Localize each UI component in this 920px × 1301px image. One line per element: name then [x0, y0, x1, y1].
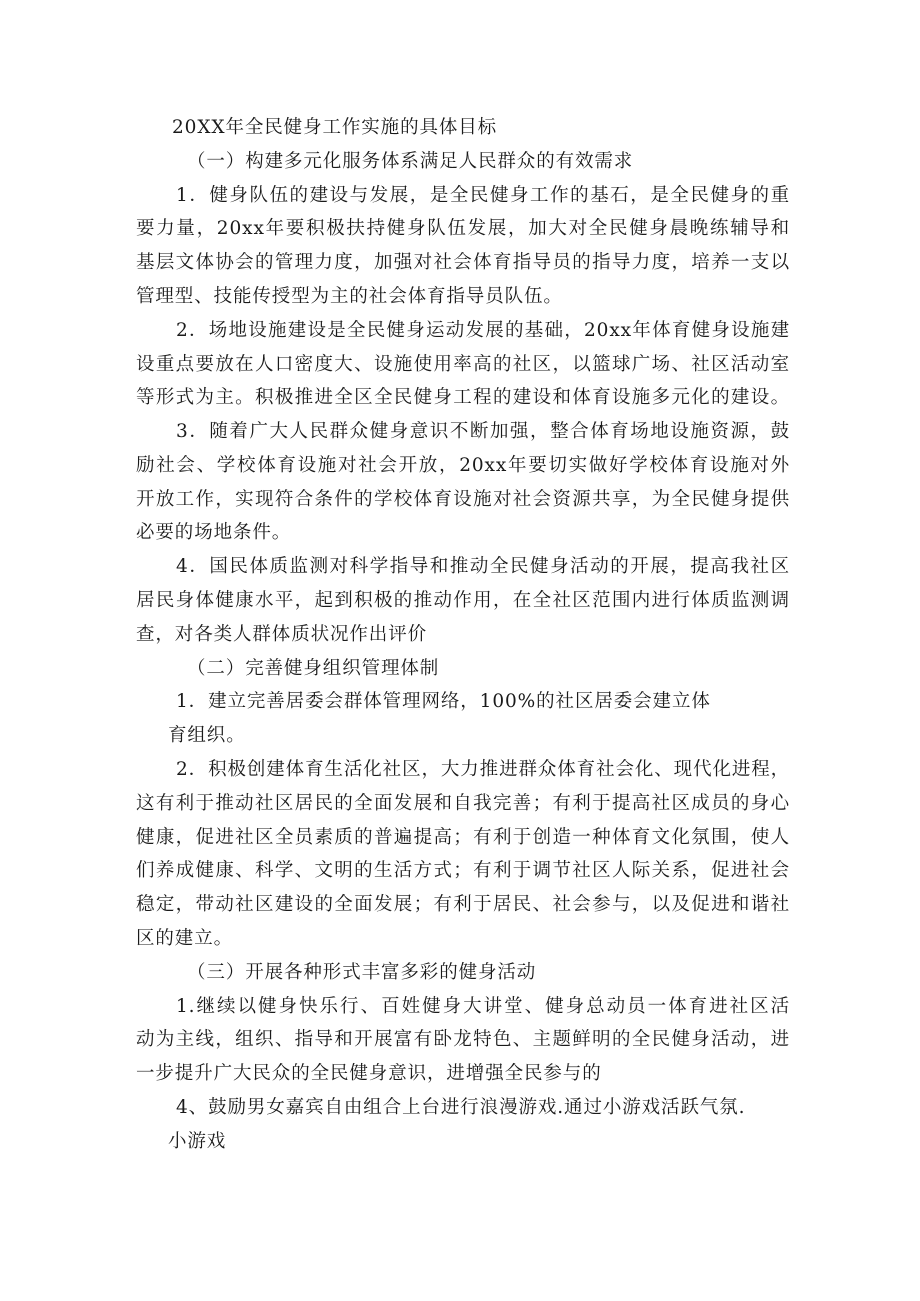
- paragraph-line: 必要的场地条件。: [136, 522, 292, 543]
- paragraph-line: 育组织。: [168, 725, 246, 746]
- paragraph-line: 稳定，带动社区建设的全面发展；有利于居民、社会参与，以及促进和谐社: [136, 894, 790, 915]
- paragraph-line: 管理型、技能传授型为主的社会体育指导员队伍。: [136, 286, 563, 307]
- paragraph-line: 励社会、学校体育设施对社会开放，20xx年要切实做好学校体育设施对外: [136, 455, 790, 476]
- paragraph-line: 等形式为主。积极推进全区全民健身工程的建设和体育设施多元化的建设。: [136, 387, 790, 408]
- paragraph-line: 健康，促进社区全员素质的普遍提高；有利于创造一种体育文化氛围，使人: [136, 827, 790, 848]
- paragraph-line: 一步提升广大民众的全民健身意识，进增强全民参与的: [136, 1063, 602, 1084]
- paragraph-line: 区的建立。: [136, 928, 234, 949]
- paragraph-line: 1．健身队伍的建设与发展，是全民健身工作的基石，是全民健身的重: [176, 185, 790, 206]
- paragraph-line: 查，对各类人群体质状况作出评价: [136, 624, 428, 645]
- paragraph-line: 小游戏: [168, 1131, 227, 1152]
- paragraph-line: 开放工作，实现符合条件的学校体育设施对社会资源共享，为全民健身提供: [136, 489, 790, 510]
- section-heading-3: （三）开展各种形式丰富多彩的健身活动: [187, 962, 537, 983]
- section-heading-1: （一）构建多元化服务体系满足人民群众的有效需求: [187, 151, 634, 172]
- paragraph-line: 1.继续以健身快乐行、百姓健身大讲堂、健身总动员一体育进社区活: [176, 996, 790, 1017]
- paragraph-line: 动为主线，组织、指导和开展富有卧龙特色、主题鲜明的全民健身活动，进: [136, 1029, 790, 1050]
- paragraph-line: 1．建立完善居委会群体管理网络，100%的社区居委会建立体: [176, 691, 711, 712]
- paragraph-line: 们养成健康、科学、文明的生活方式；有利于调节社区人际关系，促进社会: [136, 860, 790, 881]
- document-title: 20XX年全民健身工作实施的具体目标: [172, 117, 498, 138]
- paragraph-line: 4．国民体质监测对科学指导和推动全民健身活动的开展，提高我社区: [176, 556, 790, 577]
- paragraph-line: 2．场地设施建设是全民健身运动发展的基础，20xx年体育健身设施建: [176, 320, 790, 341]
- section-heading-2: （二）完善健身组织管理体制: [187, 658, 440, 679]
- paragraph-line: 4、鼓励男女嘉宾自由组合上台进行浪漫游戏.通过小游戏活跃气氛.: [176, 1097, 746, 1118]
- paragraph-line: 这有利于推动社区居民的全面发展和自我完善；有利于提高社区成员的身心: [136, 793, 790, 814]
- paragraph-line: 设重点要放在人口密度大、设施使用率高的社区，以篮球广场、社区活动室: [136, 354, 790, 375]
- paragraph-line: 要力量，20xx年要积极扶持健身队伍发展，加大对全民健身晨晚练辅导和: [136, 218, 790, 239]
- paragraph-line: 3．随着广大人民群众健身意识不断加强，整合体育场地设施资源，鼓: [176, 421, 790, 442]
- paragraph-line: 居民身体健康水平，起到积极的推动作用，在全社区范围内进行体质监测调: [136, 590, 790, 611]
- paragraph-line: 2．积极创建体育生活化社区，大力推进群众体育社会化、现代化进程，: [176, 759, 791, 780]
- paragraph-line: 基层文体协会的管理力度，加强对社会体育指导员的指导力度，培养一支以: [136, 252, 790, 273]
